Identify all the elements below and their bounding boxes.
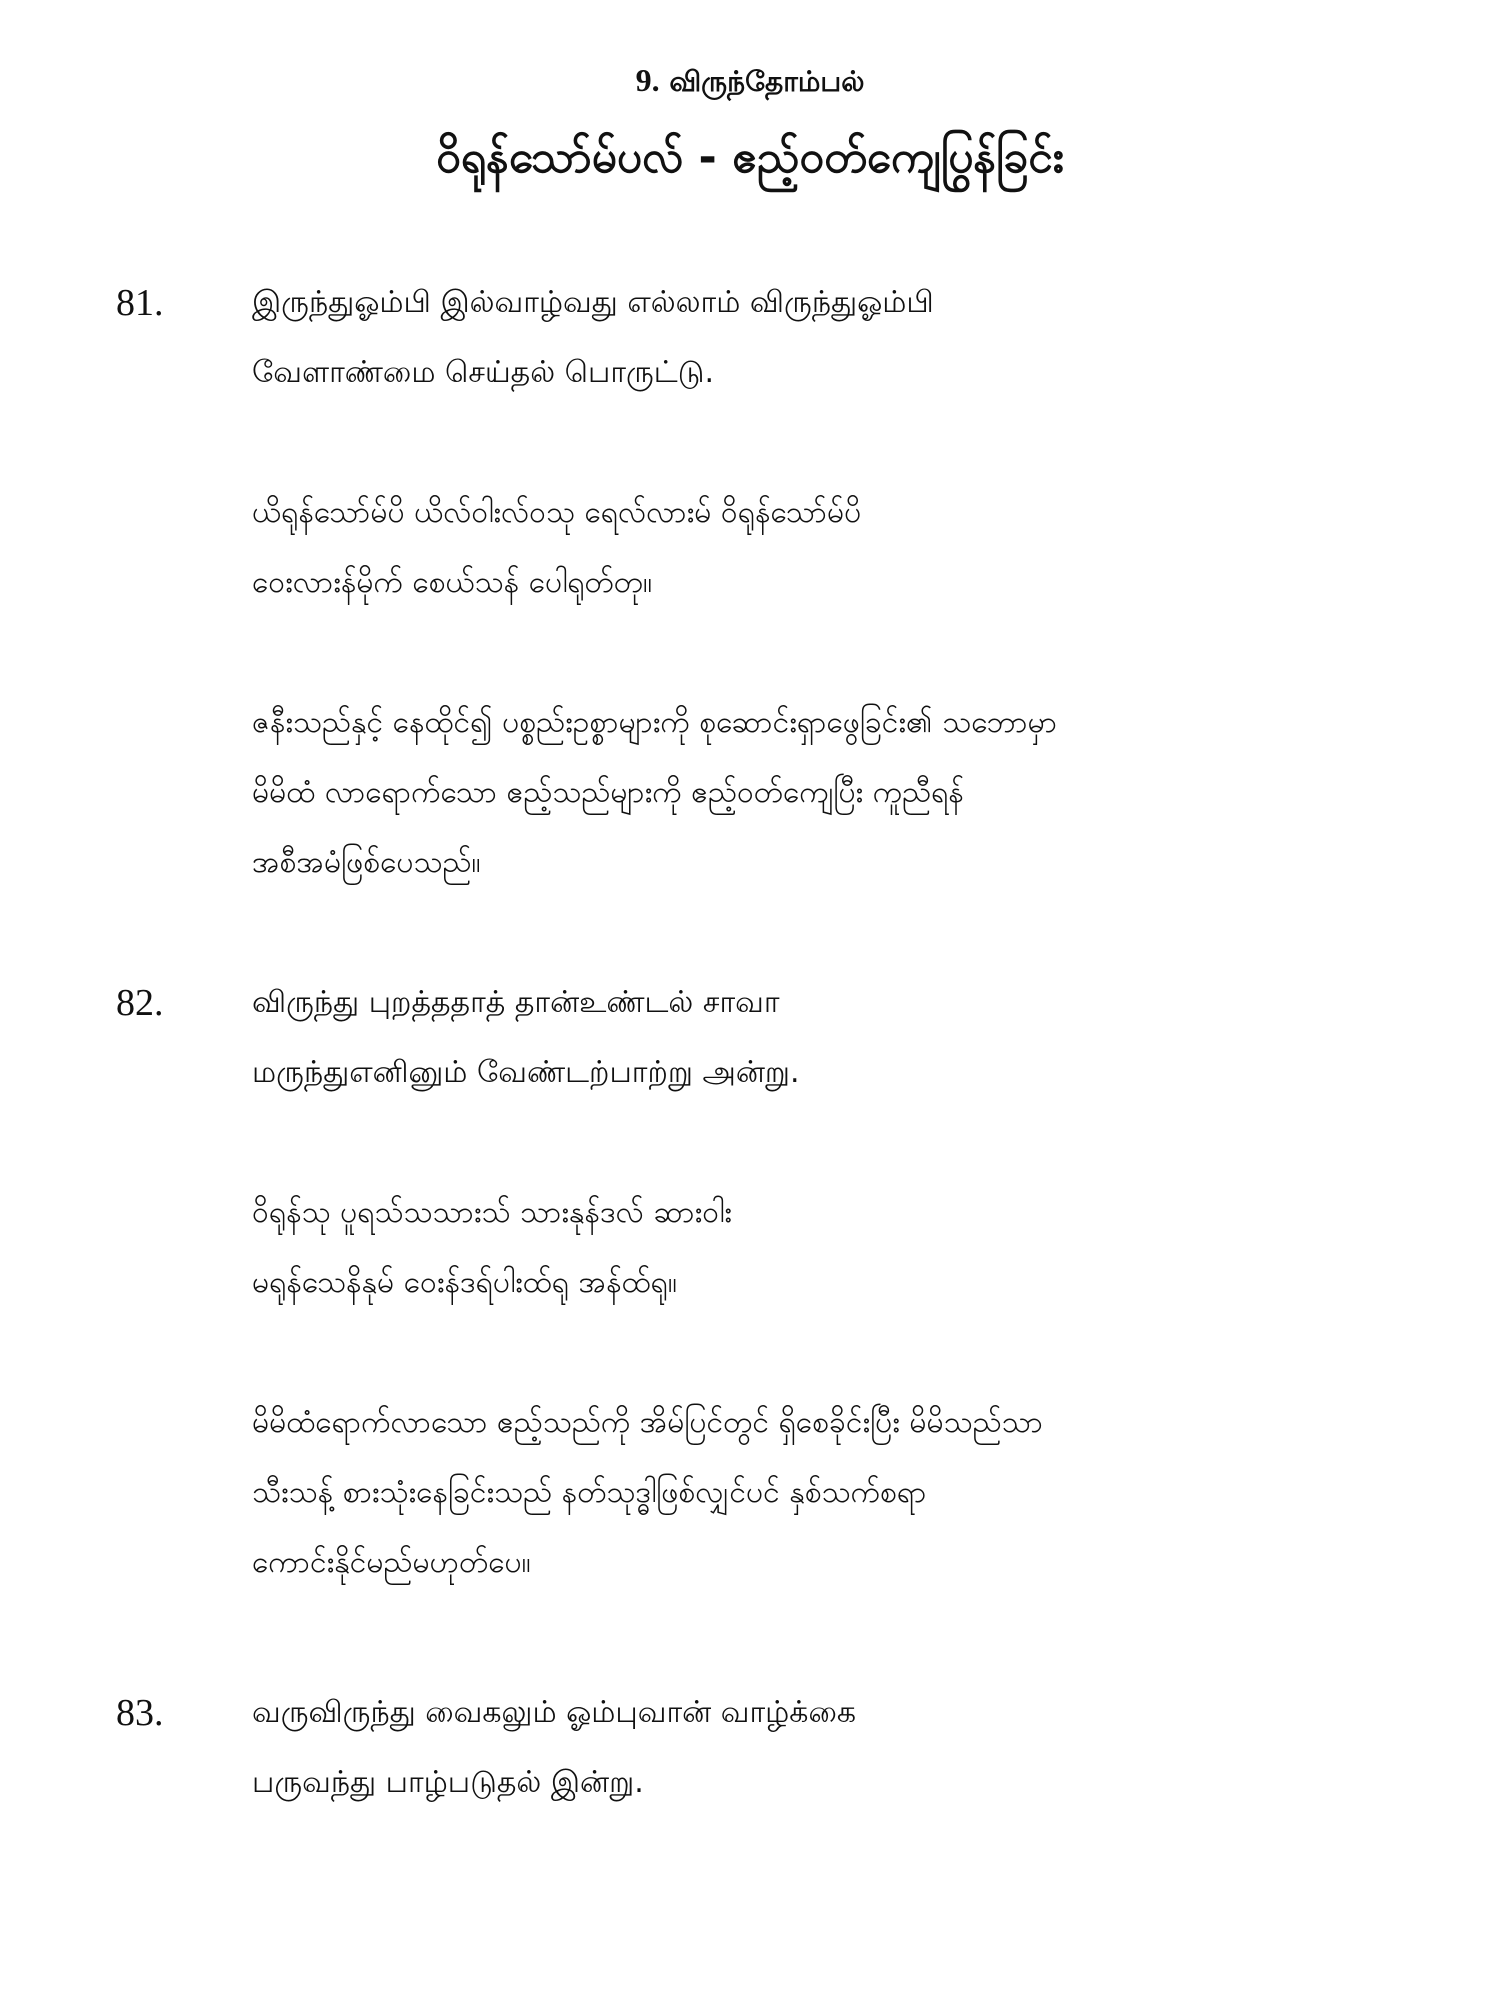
tamil-line: இருந்துஓம்பி இல்வாழ்வது எல்லாம் விருந்துஓம்பி — [252, 285, 934, 320]
chapter-number: 9. — [635, 62, 660, 98]
transliteration-line: ဝေးလားန်မိုက် စေယ်သန် ပေါရုတ်တု။ — [252, 565, 653, 600]
translation-line: ဇနီးသည်နှင့် နေထိုင်၍ ပစ္စည်းဥစ္စာများကို စုဆောင်းရှာဖွေခြင်း၏ သဘောမှာ — [252, 705, 1058, 740]
chapter-heading — [0, 62, 1500, 100]
transliteration-line: မရုန်သေနိနုမ် ဝေးန်ဒရ်ပါးထ်ရု အန်ထ်ရု။ — [252, 1265, 677, 1300]
translation-line: အစီအမံဖြစ်ပေသည်။ — [252, 845, 481, 880]
translation-line: ကောင်းနိုင်မည်မဟုတ်ပေ။ — [252, 1545, 531, 1580]
tamil-line: பருவந்து பாழ்படுதல் இன்று. — [252, 1765, 644, 1800]
translation-line: သီးသန့် စားသုံးနေခြင်းသည် နတ်သုဒ္ဓါဖြစ်လျှင်ပင် နှစ်သက်စရာ — [252, 1475, 927, 1510]
tamil-line: வேளாண்மை செய்தல் பொருட்டு. — [252, 355, 714, 390]
tamil-line: வருவிருந்து வைகலும் ஓம்புவான் வாழ்க்கை — [252, 1695, 857, 1730]
verse-number: 83. — [116, 1692, 164, 1734]
transliteration-line: ဝိရုန်သု ပူရသ်သသားသ် သားနုန်ဒလ် ဆားဝါး — [252, 1195, 732, 1230]
tamil-line: விருந்து புறத்ததாத் தான்உண்டல் சாவா — [252, 985, 780, 1020]
tamil-line: மருந்துஎனினும் வேண்டற்பாற்று அன்று. — [252, 1055, 800, 1090]
verse-number: 82. — [116, 982, 164, 1024]
transliteration-line: ယိရုန်သော်မ်ပိ ယိလ်ဝါးလ်ဝသု ရေလ်လားမ် ဝိရုန်သော်မ်ပိ — [252, 495, 862, 530]
chapter-myanmar-title: ဝိရုန်သော်မ်ပလ် - ဧည့်ဝတ်ကျေပြွန်ခြင်း — [436, 132, 1064, 183]
verse-number: 81. — [116, 282, 164, 324]
chapter-tamil-title: விருந்தோம்பல் — [669, 65, 865, 98]
translation-line: မိမိထံ လာရောက်သော ဧည့်သည်များကို ဧည့်ဝတ်ကျေပြီး ကူညီရန် — [252, 775, 964, 810]
translation-line: မိမိထံရောက်လာသော ဧည့်သည်ကို အိမ်ပြင်တွင် ရှိစေခိုင်းပြီး မိမိသည်သာ — [252, 1405, 1044, 1440]
